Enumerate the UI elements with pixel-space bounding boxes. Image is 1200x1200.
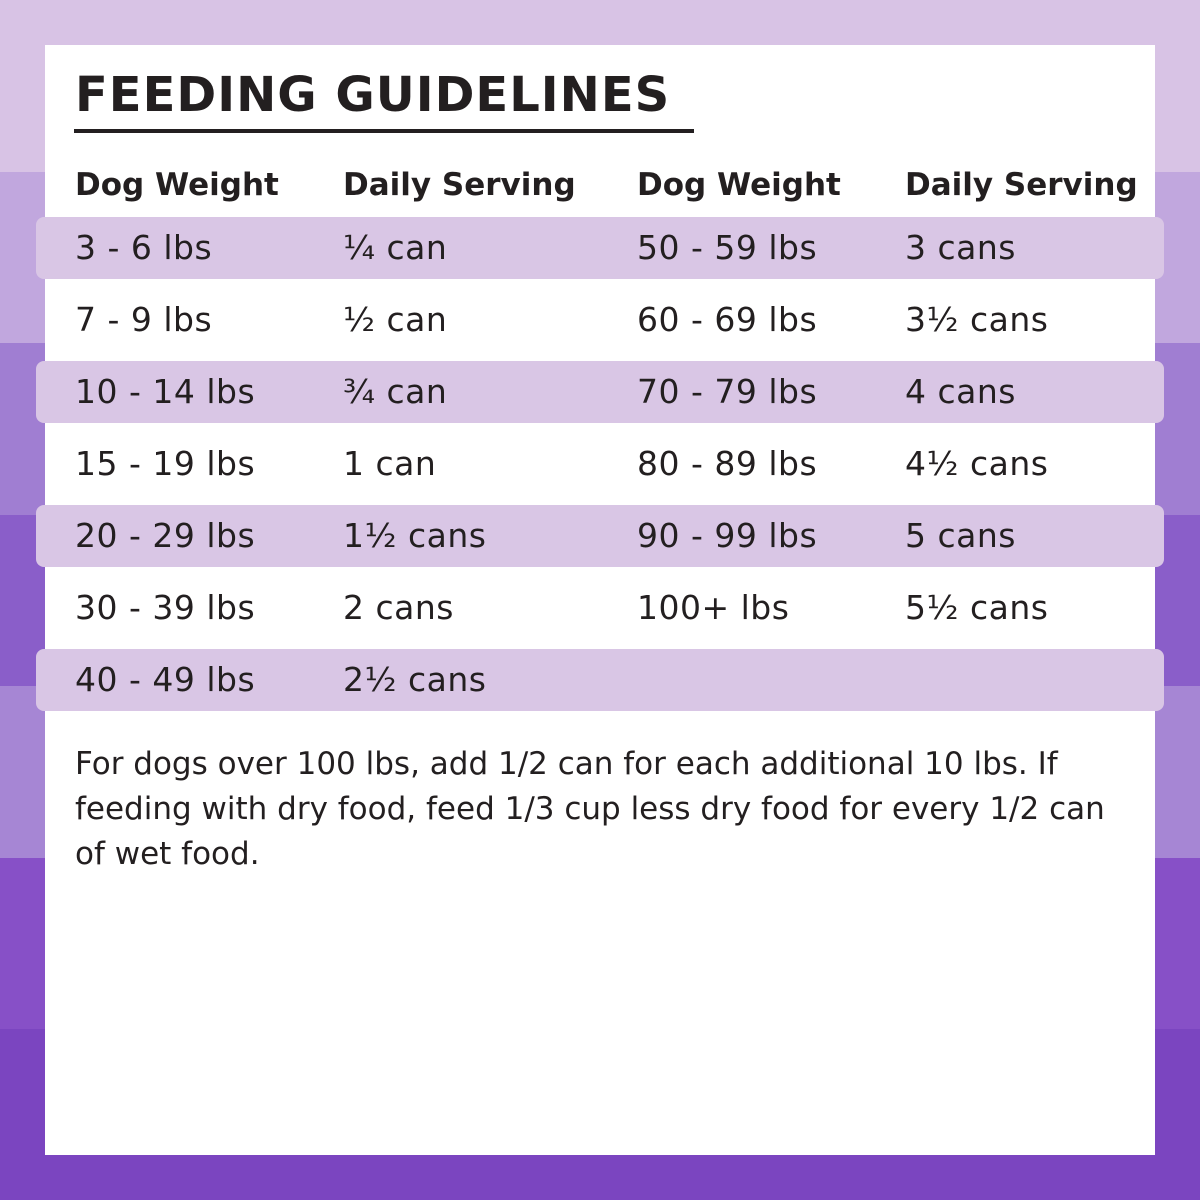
table-cell-right-serving: 5 cans (905, 516, 1016, 555)
header-left-weight: Dog Weight (75, 167, 279, 203)
table-cell-right-weight: 70 - 79 lbs (637, 372, 818, 411)
table-cell-left-serving: 2½ cans (343, 660, 487, 699)
header-left-serving: Daily Serving (343, 167, 576, 203)
table-cell-left-weight: 40 - 49 lbs (75, 660, 256, 699)
table-cell-right-weight: 90 - 99 lbs (637, 516, 818, 555)
table-cell-left-serving: 1½ cans (343, 516, 487, 555)
table-cell-right-serving: 4 cans (905, 372, 1016, 411)
table-cell-right-serving: 4½ cans (905, 444, 1049, 483)
page-title: FEEDING GUIDELINES (75, 67, 671, 123)
table-cell-right-serving: 3½ cans (905, 300, 1049, 339)
table-cell-left-weight: 7 - 9 lbs (75, 300, 213, 339)
table-cell-left-serving: ¼ can (343, 228, 448, 267)
table-cell-left-weight: 15 - 19 lbs (75, 444, 256, 483)
table-cell-right-weight: 60 - 69 lbs (637, 300, 818, 339)
table-cell-left-serving: ½ can (343, 300, 448, 339)
table-cell-right-serving: 5½ cans (905, 588, 1049, 627)
table-cell-right-weight: 100+ lbs (637, 588, 790, 627)
table-cell-right-weight: 80 - 89 lbs (637, 444, 818, 483)
table-cell-left-weight: 20 - 29 lbs (75, 516, 256, 555)
table-cell-left-serving: ¾ can (343, 372, 448, 411)
feeding-note: For dogs over 100 lbs, add 1/2 can for each additional 10 lbs. If feeding with dry food, feed 1/3 cup less dry food for every 1/2 can of wet food. (75, 746, 1105, 872)
table-cell-left-weight: 10 - 14 lbs (75, 372, 256, 411)
header-right-weight: Dog Weight (637, 167, 841, 203)
table-cell-right-weight: 50 - 59 lbs (637, 228, 818, 267)
header-right-serving: Daily Serving (905, 167, 1138, 203)
table-cell-left-serving: 1 can (343, 444, 437, 483)
table-cell-right-serving: 3 cans (905, 228, 1016, 267)
table-cell-left-weight: 3 - 6 lbs (75, 228, 213, 267)
table-cell-left-serving: 2 cans (343, 588, 454, 627)
title-underline (74, 129, 694, 133)
feeding-guidelines-panel (45, 45, 1155, 1155)
table-cell-left-weight: 30 - 39 lbs (75, 588, 256, 627)
